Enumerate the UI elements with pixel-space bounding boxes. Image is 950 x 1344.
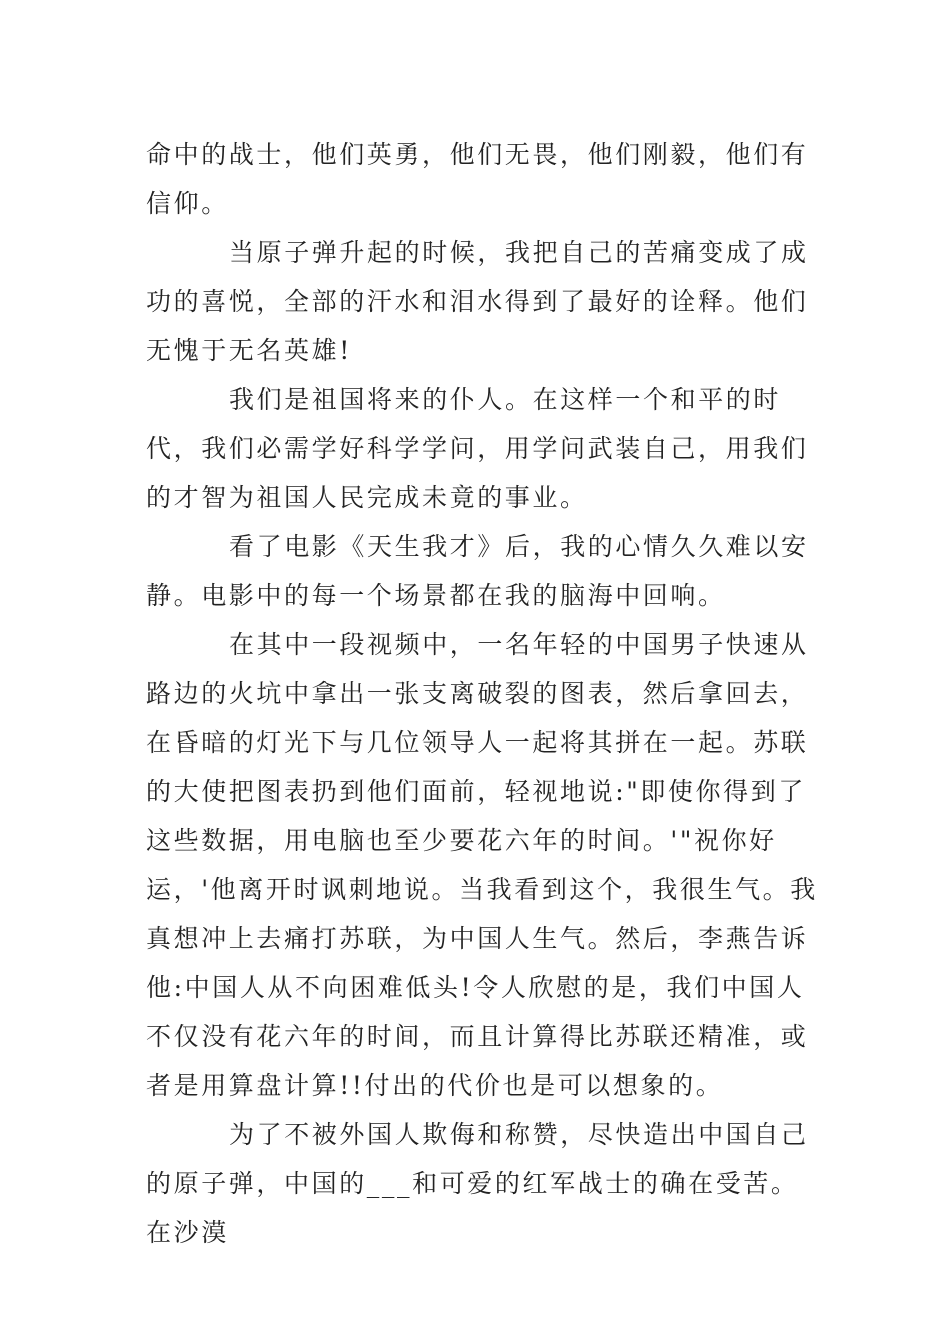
paragraph-3: 我们是祖国将来的仆人。在这样一个和平的时代，我们必需学好科学学问，用学问武装自己，用我们的才智为祖国人民完成未竟的事业。 xyxy=(146,385,809,512)
paragraph-1: 命中的战士，他们英勇，他们无畏，他们刚毅，他们有信仰。 xyxy=(146,140,809,218)
paragraph-5: 在其中一段视频中，一名年轻的中国男子快速从路边的火坑中拿出一张支离破裂的图表，然后拿回去，在昏暗的灯光下与几位领导人一起将其拼在一起。苏联的大使把图表扔到他们面前，轻视地说:"即使你得到了这些数据，用电脑也至少要花六年的时间。'"祝你好运，'他离开时讽刺地说。当我看到这个，我很生气。我真想冲上去痛打苏联，为中国人生气。然后，李燕告诉他:中国人从不向困难低头!令人欣慰的是，我们中国人不仅没有花六年的时间，而且计算得比苏联还精准，或者是用算盘计算!!付出的代价也是可以想象的。 xyxy=(146,630,818,1100)
paragraph-2: 当原子弹升起的时候，我把自己的苦痛变成了成功的喜悦，全部的汗水和泪水得到了最好的诠释。他们无愧于无名英雄! xyxy=(146,238,809,365)
paragraph-4: 看了电影《天生我才》后，我的心情久久难以安静。电影中的每一个场景都在我的脑海中回响。 xyxy=(146,532,809,610)
document-body xyxy=(146,130,818,1257)
paragraph-6: 为了不被外国人欺侮和称赞，尽快造出中国自己的原子弹，中国的___和可爱的红军战士的确在受苦。在沙漠 xyxy=(146,1120,809,1247)
